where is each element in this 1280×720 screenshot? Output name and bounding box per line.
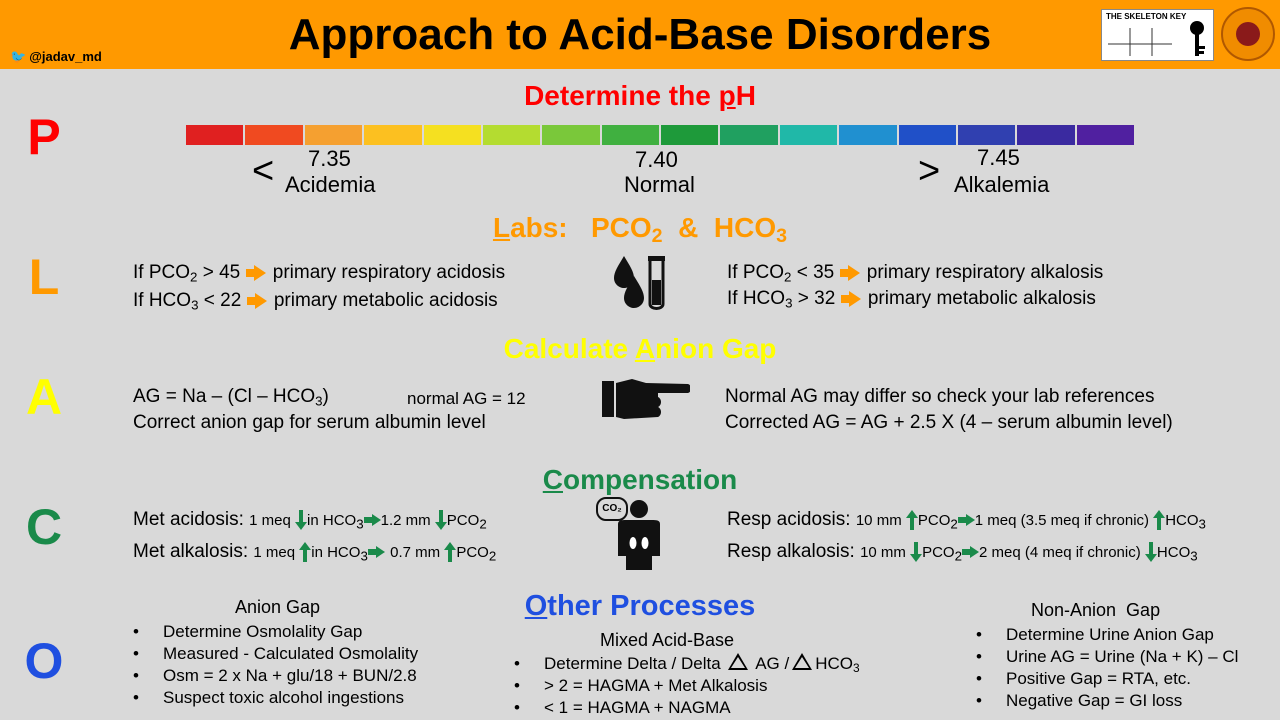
list-item: • Determine Urine Anion Gap xyxy=(976,624,1238,646)
letter-o: O xyxy=(24,633,64,689)
mixed-1b: AG / xyxy=(755,654,790,673)
resp-acid-a: 10 mm xyxy=(855,512,906,529)
met-acidosis-row xyxy=(133,509,487,531)
ph-scale-segment xyxy=(839,125,896,145)
anion-right-1: Normal AG may differ so check your lab references xyxy=(725,386,1155,407)
down-arrow-icon xyxy=(435,510,447,530)
anion-title-u: A xyxy=(634,333,656,364)
met-acid-sub2: 2 xyxy=(479,516,487,532)
mixed-3: < 1 = HAGMA + NAGMA xyxy=(544,698,731,717)
down-arrow-icon xyxy=(1145,542,1157,562)
comp-title-u: C xyxy=(542,464,563,495)
ph-scale-segment xyxy=(661,125,718,145)
ph-scale-segment xyxy=(542,125,599,145)
labs-r2-c: primary metabolic alkalosis xyxy=(867,288,1096,310)
resp-acid-c: 1 meq (3.5 meq if chronic) xyxy=(974,512,1154,529)
resp-acid-label: Resp acidosis: xyxy=(727,509,851,530)
labs-right-1 xyxy=(727,262,1103,284)
letter-a: A xyxy=(25,369,63,425)
anion-right-2: Corrected AG = AG + 2.5 X (4 – serum albumin level) xyxy=(725,412,1173,433)
co2-cloud-icon: CO₂ xyxy=(596,497,628,521)
ph-scale-segment xyxy=(958,125,1015,145)
ph-scale-segment xyxy=(424,125,481,145)
up-arrow-icon xyxy=(1153,510,1165,530)
ag-formula-sub: 3 xyxy=(315,393,323,409)
mixed-title: Mixed Acid-Base xyxy=(600,630,735,650)
green-arrow-icon xyxy=(966,514,975,526)
list-item: • Urine AG = Urine (Na + K) – Cl xyxy=(976,646,1238,668)
labs-title-rest: abs: PCO xyxy=(510,212,652,243)
ph-scale-segment xyxy=(1077,125,1134,145)
ag-formula-b: ) xyxy=(322,386,329,407)
labs-l2-a: If HCO xyxy=(133,290,192,312)
delta-icon xyxy=(728,653,748,670)
orange-arrow-icon xyxy=(254,265,266,281)
ph-title xyxy=(0,80,1280,112)
twitter-icon: 🐦 xyxy=(10,49,27,64)
labs-right-2 xyxy=(727,288,1096,310)
labs-title-amp: & HCO xyxy=(662,212,777,243)
ph-title-u: p xyxy=(718,80,736,111)
other-title-post: ther Processes xyxy=(547,590,756,622)
resp-alk-sub1: 2 xyxy=(954,548,962,564)
ph-scale-segment xyxy=(1017,125,1074,145)
green-arrow-icon xyxy=(970,546,979,558)
resp-alk-a: 10 mm xyxy=(860,544,911,561)
mixed-1sub: 3 xyxy=(853,660,860,675)
anion-title-post: nion Gap xyxy=(655,333,777,364)
ph-scale-segment xyxy=(364,125,421,145)
ph-scale-segment xyxy=(245,125,302,145)
met-acid-label: Met acidosis: xyxy=(133,509,244,530)
up-arrow-icon xyxy=(906,510,918,530)
met-acid-c: 1.2 mm xyxy=(380,512,435,529)
list-item: • Positive Gap = RTA, etc. xyxy=(976,668,1238,690)
list-item: • Determine Osmolality Gap xyxy=(133,621,418,643)
mixed-1c: HCO xyxy=(815,654,854,673)
met-alk-sub1: 3 xyxy=(360,548,368,564)
labs-r2-a: If HCO xyxy=(727,288,786,310)
met-alk-a: 1 meq xyxy=(253,544,300,561)
orange-arrow-icon xyxy=(255,293,267,309)
resp-alk-c: 2 meq (4 meq if chronic) xyxy=(979,544,1145,561)
skeleton-key-text: THE SKELETON KEY xyxy=(1106,12,1187,21)
ph-low-value: 7.35 xyxy=(308,146,351,171)
labs-r1-b: < 35 xyxy=(791,262,835,284)
letter-p: P xyxy=(27,109,61,165)
resp-alk-label: Resp alkalosis: xyxy=(727,541,855,562)
labs-title-sub2: 3 xyxy=(776,224,788,247)
ph-mid-label: Normal xyxy=(624,172,695,197)
met-alk-label: Met alkalosis: xyxy=(133,541,249,562)
met-alk-d: PCO xyxy=(456,544,489,561)
blood-test-tube-icon xyxy=(606,254,668,312)
labs-l2-sub: 3 xyxy=(191,297,199,313)
labs-l1-a: If PCO xyxy=(133,262,191,284)
orange-arrow-icon xyxy=(849,291,861,307)
labs-r2-b: > 32 xyxy=(792,288,836,310)
gt-sign: > xyxy=(918,150,941,192)
anion-left-2: Correct anion gap for serum albumin level xyxy=(133,412,486,433)
list-item: • Suspect toxic alcohol ingestions xyxy=(133,687,418,709)
resp-acid-sub1: 2 xyxy=(950,516,958,532)
labs-title-u: L xyxy=(492,212,511,243)
labs-title-sub: 2 xyxy=(651,224,663,247)
ph-title-pre: Determine the xyxy=(524,80,719,111)
comp-title-post: ompensation xyxy=(563,464,738,495)
ag-list-title: Anion Gap xyxy=(235,597,321,617)
labs-left-1 xyxy=(133,262,505,284)
labs-l1-c: primary respiratory acidosis xyxy=(272,262,506,284)
list-item: • Negative Gap = GI loss xyxy=(976,690,1238,712)
labs-l2-b: < 22 xyxy=(198,290,242,312)
up-arrow-icon xyxy=(444,542,456,562)
labs-l1-sub: 2 xyxy=(190,269,198,285)
nag-list xyxy=(976,624,1238,712)
ph-scale-segment xyxy=(899,125,956,145)
met-acid-d: PCO xyxy=(446,512,480,529)
anion-left-1 xyxy=(133,386,329,408)
met-acid-sub1: 3 xyxy=(356,516,364,532)
nag-list-title: Non-Anion Gap xyxy=(1031,600,1161,620)
ph-scale-segment xyxy=(186,125,243,145)
mixed-list xyxy=(514,653,860,719)
lt-sign: < xyxy=(252,150,275,192)
labs-left-2 xyxy=(133,290,498,312)
letter-c: C xyxy=(25,499,63,555)
labs-r1-a: If PCO xyxy=(727,262,785,284)
skeleton-key-logo xyxy=(1101,9,1214,61)
ag-list xyxy=(133,621,418,709)
other-title-u: O xyxy=(524,590,548,622)
ph-scale-segment xyxy=(780,125,837,145)
letter-l: L xyxy=(28,249,60,305)
ph-scale-segment xyxy=(305,125,362,145)
down-arrow-icon xyxy=(295,510,307,530)
normal-ag: normal AG = 12 xyxy=(407,389,526,408)
labs-r1-sub: 2 xyxy=(784,269,792,285)
mixed-2: > 2 = HAGMA + Met Alkalosis xyxy=(544,676,768,695)
ph-mid-value: 7.40 xyxy=(635,147,678,172)
resp-alk-b: PCO xyxy=(922,544,955,561)
list-item xyxy=(514,697,860,719)
mixed-1a: Determine Delta / Delta xyxy=(544,654,721,673)
resp-acid-sub2: 3 xyxy=(1198,516,1206,532)
ph-high-label: Alkalemia xyxy=(954,172,1050,197)
list-item xyxy=(514,675,860,697)
ph-scale-segment xyxy=(483,125,540,145)
down-arrow-icon xyxy=(910,542,922,562)
met-alkalosis-row xyxy=(133,541,496,563)
twitter-handle xyxy=(10,49,102,65)
labs-l1-b: > 45 xyxy=(197,262,241,284)
ph-high-value: 7.45 xyxy=(977,145,1020,170)
comp-title xyxy=(0,464,1280,496)
ph-low-label: Acidemia xyxy=(285,172,376,197)
list-item: • Osm = 2 x Na + glu/18 + BUN/2.8 xyxy=(133,665,418,687)
ag-formula-a: AG = Na – (Cl – HCO xyxy=(133,386,316,407)
green-arrow-icon xyxy=(372,514,381,526)
list-item xyxy=(514,653,860,675)
anion-title-pre: Calculate xyxy=(503,333,635,364)
skeleton-key-icon xyxy=(1102,10,1213,60)
person-kidney-icon xyxy=(612,498,664,570)
ph-title-post: H xyxy=(735,80,756,111)
list-item: • Measured - Calculated Osmolality xyxy=(133,643,418,665)
labs-title xyxy=(0,212,1280,248)
met-acid-b: in HCO xyxy=(307,512,357,529)
ph-scale-segment xyxy=(720,125,777,145)
kidney-icon xyxy=(1236,22,1260,46)
labs-l2-c: primary metabolic acidosis xyxy=(273,290,498,312)
resp-alkalosis-row xyxy=(727,541,1198,563)
handle-text: @jadav_md xyxy=(29,49,102,64)
met-alk-sub2: 2 xyxy=(488,548,497,564)
ph-scale-segment xyxy=(602,125,659,145)
ph-scale xyxy=(186,125,1134,145)
resp-alk-sub2: 3 xyxy=(1190,548,1198,564)
resp-acidosis-row xyxy=(727,509,1206,531)
met-acid-a: 1 meq xyxy=(249,512,296,529)
resp-acid-b: PCO xyxy=(917,512,951,529)
anion-title xyxy=(0,333,1280,365)
page-title: Approach to Acid-Base Disorders xyxy=(288,10,992,59)
resp-alk-d: HCO xyxy=(1156,544,1191,561)
labs-r1-c: primary respiratory alkalosis xyxy=(866,262,1104,284)
resp-acid-d: HCO xyxy=(1165,512,1199,529)
labs-r2-sub: 3 xyxy=(785,295,793,311)
nephrology-logo xyxy=(1221,7,1275,61)
green-arrow-icon xyxy=(376,546,385,558)
delta-icon xyxy=(792,653,812,670)
orange-arrow-icon xyxy=(848,265,860,281)
up-arrow-icon xyxy=(299,542,311,562)
met-alk-c: 0.7 mm xyxy=(390,544,445,561)
pointing-hand-icon xyxy=(602,375,690,423)
met-alk-b: in HCO xyxy=(311,544,361,561)
